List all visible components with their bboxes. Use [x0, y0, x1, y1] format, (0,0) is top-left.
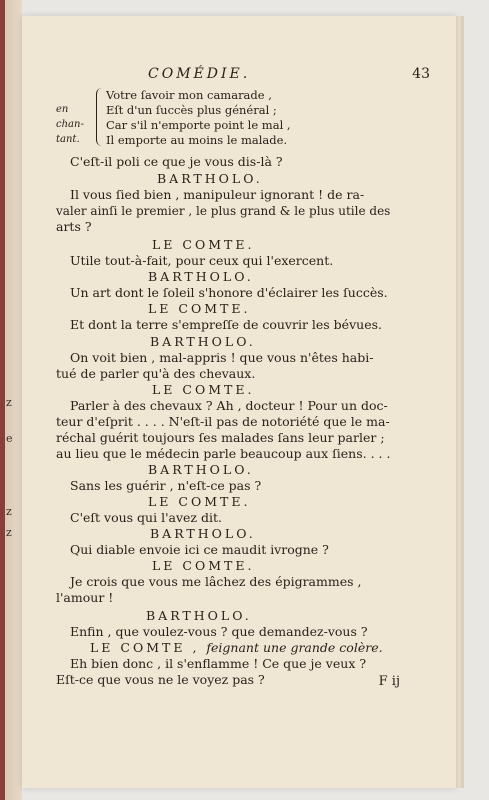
dialogue-line: valer ainſi le premier , le plus grand & le plus utile des	[56, 204, 391, 218]
margin-mark: z	[6, 526, 12, 539]
page-header	[22, 66, 456, 86]
dialogue-line: Et dont la terre s'empreſſe de couvrir les bévues.	[70, 317, 382, 332]
speaker-heading: LE COMTE.	[148, 494, 251, 509]
signature-mark: F ij	[378, 674, 400, 689]
speaker-heading: BARTHOLO.	[146, 608, 252, 623]
speaker-heading: BARTHOLO.	[148, 462, 254, 477]
dialogue-line: Je crois que vous me lâchez des épigrammes ,	[70, 574, 362, 589]
adjacent-page-edge	[0, 0, 22, 800]
dialogue-line: réchal guérit toujours ſes malades ſans leur parler ;	[56, 430, 385, 445]
margin-mark: z	[6, 396, 12, 409]
dialogue-line: On voit bien , mal-appris ! que vous n'êtes habi-	[70, 350, 374, 365]
dialogue-line: Eh bien donc , il s'enflamme ! Ce que je veux ?	[70, 656, 367, 671]
speaker-name: LE COMTE ,	[90, 640, 200, 655]
dialogue-line: Enfin , que voulez-vous ? que demandez-vous ?	[70, 624, 368, 639]
song-margin-note	[56, 102, 96, 147]
dialogue-line: Qui diable envoie ici ce maudit ivrogne ?	[70, 542, 329, 557]
dialogue-line: C'eſt vous qui l'avez dit.	[70, 510, 222, 525]
book-page	[22, 16, 456, 788]
song-margin-note-line: en chan-	[56, 104, 84, 130]
song-line: Votre ſavoir mon camarade ,	[106, 88, 272, 102]
dialogue-line: Il vous ſied bien , manipuleur ignorant ! de ra-	[70, 187, 365, 202]
song-line: Car s'il n'emporte point le mal ,	[106, 118, 291, 132]
page-number: 43	[412, 66, 430, 82]
speaker-heading: LE COMTE.	[148, 301, 251, 316]
speaker-heading: BARTHOLO.	[150, 526, 256, 541]
brace	[96, 88, 103, 146]
speaker-heading: BARTHOLO.	[157, 171, 263, 186]
dialogue-line: Un art dont le ſoleil s'honore d'éclairer les ſuccès.	[70, 285, 388, 300]
dialogue-line: Utile tout-à-fait, pour ceux qui l'exercent.	[70, 253, 334, 268]
margin-mark: e	[6, 432, 13, 445]
speaker-heading: LE COMTE.	[152, 382, 255, 397]
song-line: Il emporte au moins le malade.	[106, 133, 288, 147]
dialogue-line: Parler à des chevaux ? Ah , docteur ! Pour un doc-	[70, 398, 388, 413]
stage-direction: feignant une grande colère.	[206, 640, 383, 655]
margin-mark: z	[6, 505, 12, 518]
dialogue-line: teur d'eſprit . . . . N'eſt-il pas de notoriété que le ma-	[56, 414, 390, 429]
speaker-heading: BARTHOLO.	[150, 334, 256, 349]
dialogue-line: arts ?	[56, 219, 92, 234]
dialogue-line: C'eſt-il poli ce que je vous dis-là ?	[70, 154, 283, 169]
dialogue-line: tué de parler qu'à des chevaux.	[56, 366, 256, 381]
song-margin-note-line: tant.	[56, 134, 80, 145]
speaker-heading: BARTHOLO.	[148, 269, 254, 284]
dialogue-line: Eſt-ce que vous ne le voyez pas ?	[56, 672, 265, 687]
dialogue-line: au lieu que le médecin parle beaucoup aux ſiens. . . .	[56, 446, 391, 461]
running-head: COMÉDIE.	[148, 66, 251, 82]
song-lines	[106, 88, 291, 148]
speaker-heading-with-stage-direction	[90, 640, 383, 656]
song-block	[56, 88, 436, 150]
speaker-heading: LE COMTE.	[152, 237, 255, 252]
speaker-heading: LE COMTE.	[152, 558, 255, 573]
dialogue-line: Sans les guérir , n'eſt-ce pas ?	[70, 478, 262, 493]
dialogue-line: l'amour !	[56, 590, 114, 605]
song-line: Eſt d'un ſuccès plus général ;	[106, 103, 277, 117]
